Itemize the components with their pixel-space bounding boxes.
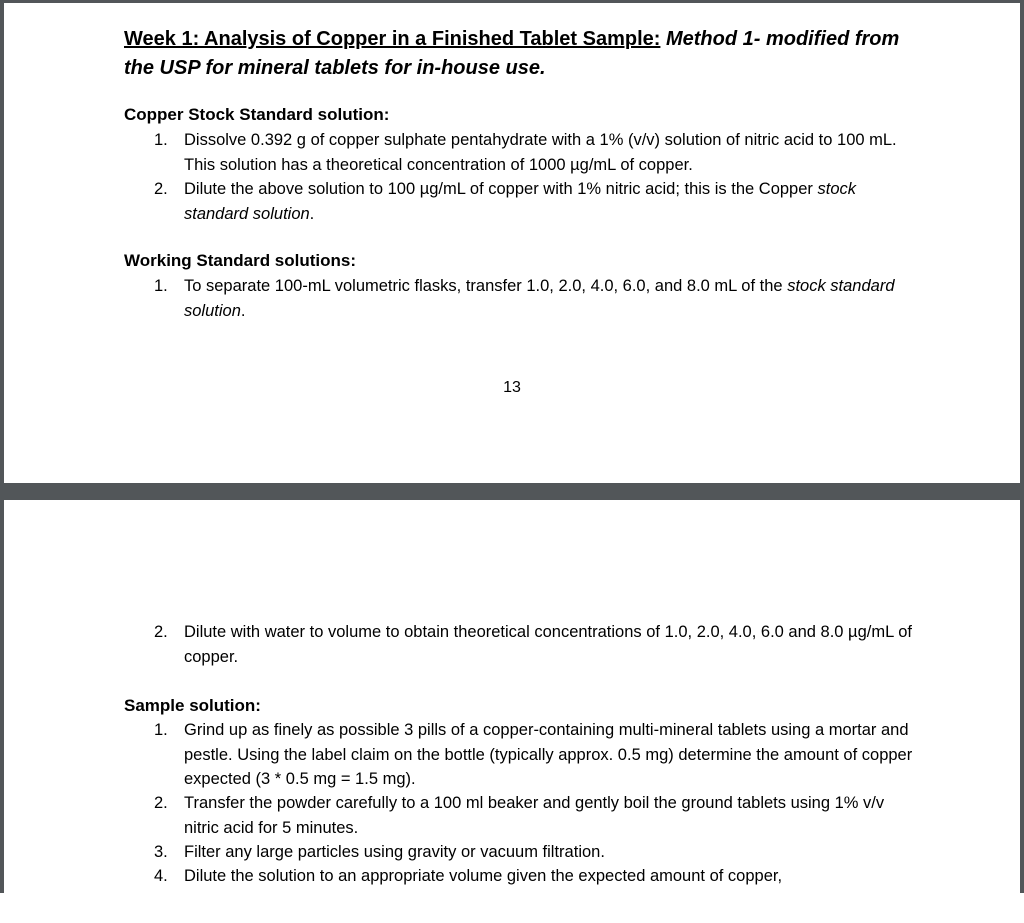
document-title	[124, 25, 904, 83]
list-item: 2. Dilute with water to volume to obtain theoretical concentrations of 1.0, 2.0, 4.0, 6.0 and 8.0 µg/mL of copper.	[154, 623, 912, 666]
list-item: 1. To separate 100-mL volumetric flasks, transfer 1.0, 2.0, 4.0, 6.0, and 8.0 mL of the stock standard solution.	[154, 277, 895, 320]
list-item: 1. Dissolve 0.392 g of copper sulphate pentahydrate with a 1% (v/v) solution of nitric acid to 100 mL. This solution has a theoretical concentration of 1000 µg/mL of copper.	[154, 131, 897, 174]
title-underlined-part: Week 1: Analysis of Copper in a Finished Tablet Sample:	[124, 28, 661, 50]
stock-standard-heading: Copper Stock Standard solution:	[124, 105, 390, 124]
page-number: 13	[503, 379, 521, 396]
document-page-14	[4, 500, 1020, 893]
list-item: 3. Filter any large particles using gravity or vacuum filtration.	[154, 843, 605, 861]
document-page-13	[4, 3, 1020, 483]
list-item: 1. Grind up as finely as possible 3 pills of a copper-containing multi-mineral tablets using a mortar and pestle. Using the label claim on the bottle (typically approx. 0.5 mg) determine the amount of copper expected (3 * 0.5 mg = 1.5 mg).	[154, 721, 913, 788]
list-item: 4. Dilute the solution to an appropriate volume given the expected amount of copper,	[154, 867, 783, 885]
list-item: 2. Transfer the powder carefully to a 100 ml beaker and gently boil the ground tablets using 1% v/v nitric acid for 5 minutes.	[154, 794, 885, 837]
viewer-footer-area	[0, 893, 1024, 923]
title-italic-part: Method 1- modified from the USP for mineral tablets for in-house use.	[124, 28, 900, 79]
sample-solution-heading: Sample solution:	[124, 696, 261, 715]
working-standard-heading: Working Standard solutions:	[124, 251, 357, 270]
list-item: 2. Dilute the above solution to 100 µg/mL of copper with 1% nitric acid; this is the Copper stock standard solution.	[154, 180, 857, 223]
